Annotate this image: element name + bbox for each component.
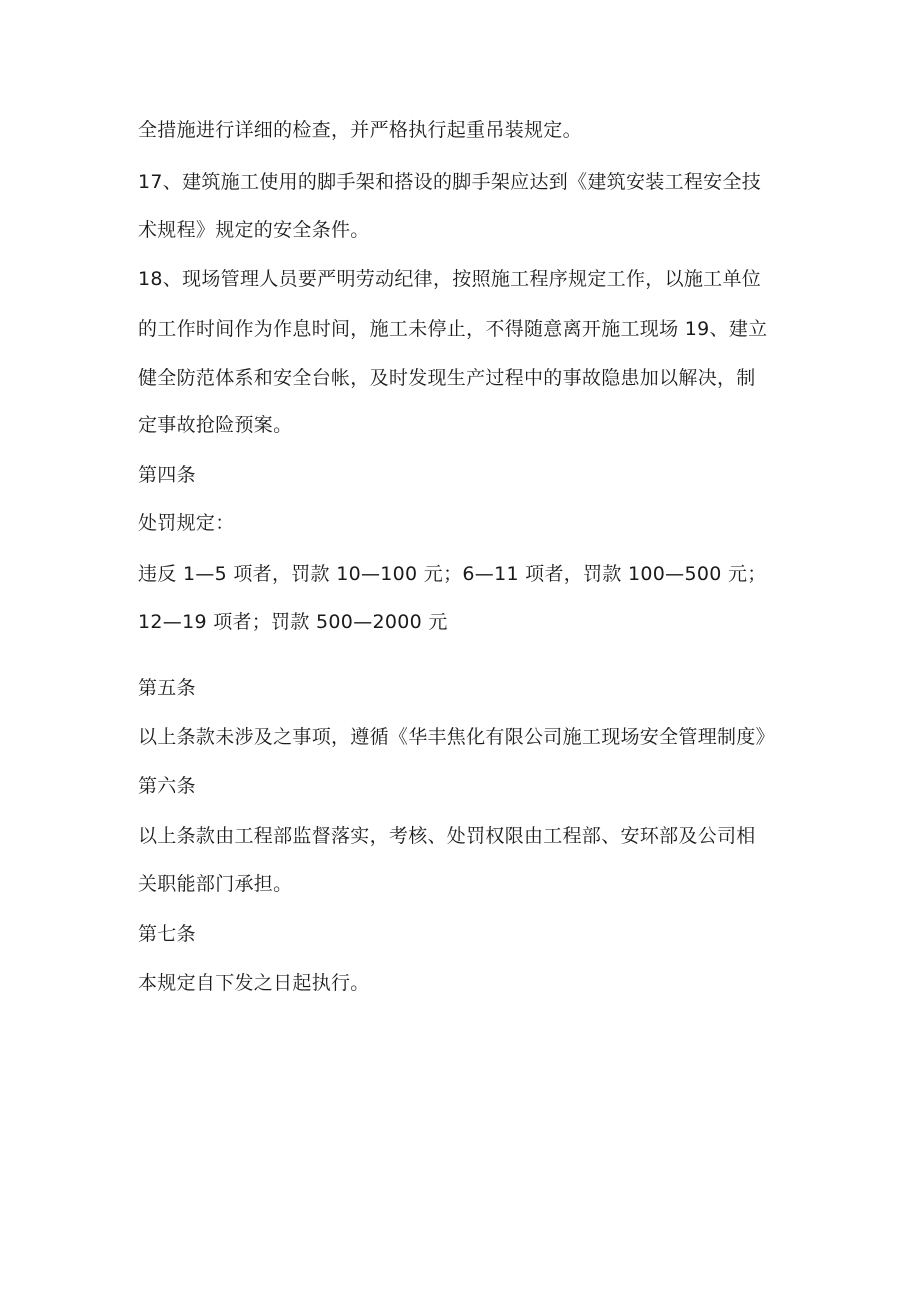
article-5-text: 以上条款未涉及之事项，遵循《华丰焦化有限公司施工现场安全管理制度》	[138, 726, 775, 748]
penalty-line-2: 12—19 项者；罚款 500—2000 元	[138, 611, 448, 633]
article-4-heading: 第四条	[138, 464, 196, 486]
article-6-text: 以上条款由工程部监督落实，考核、处罚权限由工程部、安环部及公司相	[138, 825, 756, 847]
article-6-heading: 第六条	[138, 775, 196, 797]
text-line-item-18-cont: 的工作时间作为作息时间，施工未停止，不得随意离开施工现场 19、建立	[138, 318, 768, 340]
penalty-heading: 处罚规定：	[138, 512, 235, 534]
text-line-item-17: 17、建筑施工使用的脚手架和搭设的脚手架应达到《建筑安装工程安全技	[138, 171, 762, 193]
text-line-item-19-cont: 健全防范体系和安全台帐，及时发现生产过程中的事故隐患加以解决，制	[138, 367, 756, 389]
text-line-item-18: 18、现场管理人员要严明劳动纪律，按照施工程序规定工作，以施工单位	[138, 268, 762, 290]
penalty-line-1: 违反 1—5 项者，罚款 10—100 元；6—11 项者，罚款 100—500 元；	[138, 563, 767, 585]
article-7-heading: 第七条	[138, 923, 196, 945]
article-6-text-cont: 关职能部门承担。	[138, 873, 293, 895]
article-7-text: 本规定自下发之日起执行。	[138, 972, 370, 994]
article-5-heading: 第五条	[138, 677, 196, 699]
text-line-item-17-cont: 术规程》规定的安全条件。	[138, 219, 370, 241]
text-line-safety-check: 全措施进行详细的检查，并严格执行起重吊装规定。	[138, 119, 582, 141]
text-line-item-19-end: 定事故抢险预案。	[138, 414, 293, 436]
